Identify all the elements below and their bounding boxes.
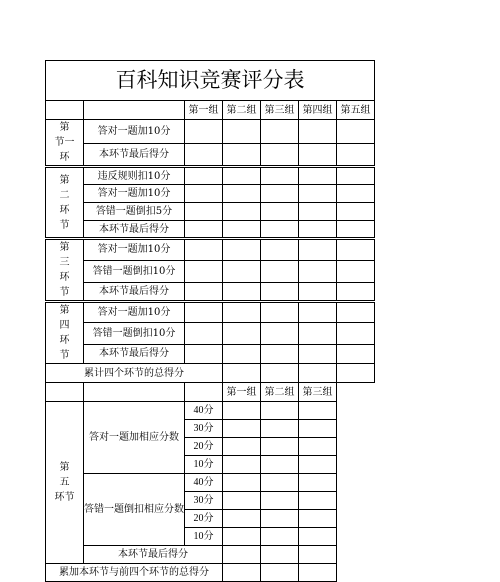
score-cell[interactable] [299,323,337,344]
score-cell[interactable] [299,546,337,564]
score-cell[interactable] [185,260,223,282]
score-cell[interactable] [261,344,299,363]
page-title: 百科知识竞赛评分表 [46,61,375,101]
section2-label: 第 二 环 节 [46,167,84,239]
score-cell[interactable] [299,492,337,510]
score-cell[interactable] [223,203,261,221]
score-cell[interactable] [299,564,337,582]
score-cell[interactable] [223,302,261,323]
score-cell[interactable] [261,323,299,344]
score-cell[interactable] [223,167,261,185]
score-cell[interactable] [337,221,375,239]
score-cell[interactable] [261,282,299,302]
score-cell[interactable] [261,492,299,510]
rule-label: 答对一题加10分 [84,239,185,261]
group-header-5: 第五组 [337,101,375,120]
score-cell[interactable] [223,528,261,546]
score-cell[interactable] [299,474,337,492]
score-cell[interactable] [261,302,299,323]
rule-label: 本环节最后得分 [84,144,185,167]
score-cell[interactable] [337,144,375,167]
score-cell[interactable] [261,221,299,239]
score-cell[interactable] [261,239,299,261]
score-cell[interactable] [337,260,375,282]
section5-final-label: 本环节最后得分 [84,546,223,564]
point-value: 40分 [185,474,223,492]
rule-label: 答对一题加10分 [84,120,185,144]
score-cell[interactable] [185,302,223,323]
score-cell[interactable] [337,282,375,302]
score-cell[interactable] [261,474,299,492]
point-value: 30分 [185,492,223,510]
score-sheet [45,60,375,582]
score-cell[interactable] [223,364,261,383]
rule-label: 本环节最后得分 [84,344,185,363]
score-cell[interactable] [299,260,337,282]
point-value: 10分 [185,528,223,546]
four-section-total-label: 累计四个环节的总得分 [46,364,223,383]
score-cell[interactable] [299,364,337,383]
score-cell[interactable] [261,510,299,528]
score-cell[interactable] [299,144,337,167]
score-cell[interactable] [299,344,337,363]
score-cell[interactable] [261,167,299,185]
score-cell[interactable] [185,221,223,239]
score-cell[interactable] [299,510,337,528]
score-cell[interactable] [223,456,261,474]
section3-label: 第 三 环 节 [46,239,84,302]
score-cell[interactable] [185,323,223,344]
score-cell[interactable] [299,438,337,456]
score-cell[interactable] [185,144,223,167]
rule-label: 本环节最后得分 [84,221,185,239]
score-cell[interactable] [337,120,375,144]
score-cell[interactable] [337,344,375,363]
score-cell[interactable] [337,239,375,261]
s5-group-header-2: 第二组 [261,383,299,402]
section5-label: 第 五 环节 [46,402,84,564]
rule-label: 答错一题倒扣10分 [84,260,185,282]
score-cell[interactable] [261,420,299,438]
s5-group-header-3: 第三组 [299,383,337,402]
point-value: 20分 [185,510,223,528]
score-cell[interactable] [261,260,299,282]
point-value: 10分 [185,456,223,474]
score-cell[interactable] [223,564,261,582]
rule-label: 答错一题倒扣10分 [84,323,185,344]
score-cell[interactable] [299,221,337,239]
score-cell[interactable] [223,402,261,420]
wrong-rule-label: 答错一题倒扣相应分数 [84,474,185,546]
score-cell[interactable] [185,344,223,363]
score-cell[interactable] [223,492,261,510]
score-cell[interactable] [261,185,299,203]
score-cell[interactable] [223,420,261,438]
score-cell[interactable] [261,456,299,474]
score-cell[interactable] [223,474,261,492]
score-cell[interactable] [223,260,261,282]
score-cell[interactable] [223,438,261,456]
rule-label: 违反规则扣10分 [84,167,185,185]
group-header-4: 第四组 [299,101,337,120]
score-cell[interactable] [299,420,337,438]
score-cell[interactable] [299,456,337,474]
correct-rule-label: 答对一题加相应分数 [84,402,185,474]
header-row [46,101,375,120]
score-cell[interactable] [223,185,261,203]
score-cell[interactable] [299,203,337,221]
score-cell[interactable] [261,546,299,564]
score-cell[interactable] [223,323,261,344]
score-cell[interactable] [223,510,261,528]
score-cell[interactable] [337,364,375,383]
score-cell[interactable] [261,364,299,383]
score-cell[interactable] [223,282,261,302]
score-cell[interactable] [299,120,337,144]
score-cell[interactable] [299,528,337,546]
score-cell[interactable] [261,120,299,144]
rule-label: 答对一题加10分 [84,185,185,203]
point-value: 30分 [185,420,223,438]
score-cell[interactable] [299,167,337,185]
score-cell[interactable] [337,167,375,185]
score-cell[interactable] [223,546,261,564]
score-cell[interactable] [299,402,337,420]
score-cell[interactable] [261,203,299,221]
rule-label: 答错一题倒扣5分 [84,203,185,221]
score-cell[interactable] [185,167,223,185]
score-cell[interactable] [185,185,223,203]
s5-group-header-1: 第一组 [223,383,261,402]
score-cell[interactable] [261,564,299,582]
rule-label: 答对一题加10分 [84,302,185,323]
group-header-3: 第三组 [261,101,299,120]
score-cell[interactable] [337,302,375,323]
score-cell[interactable] [299,302,337,323]
score-cell[interactable] [337,323,375,344]
score-cell[interactable] [337,185,375,203]
score-cell[interactable] [261,402,299,420]
score-cell[interactable] [299,185,337,203]
score-cell[interactable] [261,144,299,167]
score-cell[interactable] [337,203,375,221]
point-value: 40分 [185,402,223,420]
score-cell[interactable] [223,221,261,239]
rule-label: 本环节最后得分 [84,282,185,302]
section4-label: 第 四 环 节 [46,302,84,364]
score-cell[interactable] [185,120,223,144]
score-cell[interactable] [223,144,261,167]
group-header-1: 第一组 [185,101,223,120]
group-header-2: 第二组 [223,101,261,120]
score-cell[interactable] [185,203,223,221]
score-cell[interactable] [261,528,299,546]
score-cell[interactable] [223,239,261,261]
score-cell[interactable] [185,282,223,302]
score-cell[interactable] [223,120,261,144]
score-cell[interactable] [299,239,337,261]
score-cell[interactable] [261,438,299,456]
score-cell[interactable] [299,282,337,302]
grand-total-label: 累加本环节与前四个环节的总得分 [46,564,223,582]
point-value: 20分 [185,438,223,456]
section1-label: 第 节一 环 [46,120,84,167]
score-cell[interactable] [223,344,261,363]
score-cell[interactable] [185,239,223,261]
